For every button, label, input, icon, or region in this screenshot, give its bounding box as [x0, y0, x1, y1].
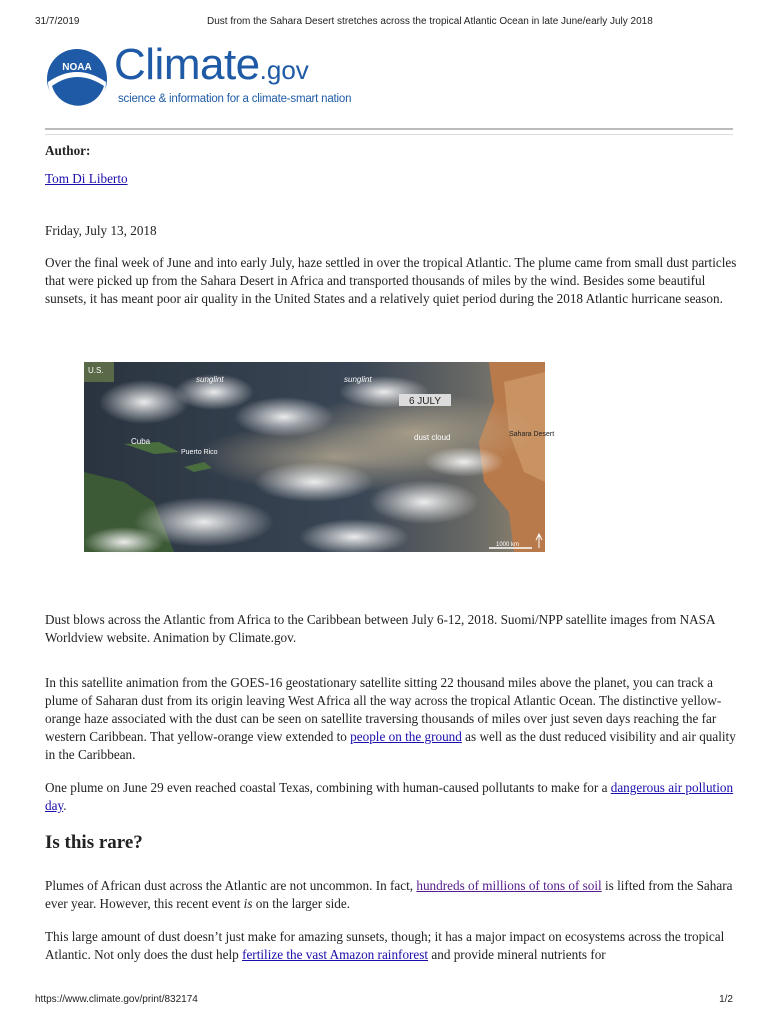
label-sahara-desert: Sahara Desert	[509, 431, 555, 438]
paragraph-plumes-text-middle: is lifted from the Sahara ever year. However, this recent event	[45, 878, 733, 911]
author-link[interactable]: Tom Di Liberto	[45, 171, 128, 186]
print-footer	[35, 994, 733, 1008]
paragraph-ecosystems-text-end: and provide mineral nutrients for	[428, 947, 606, 962]
paragraph-ecosystems-text: This large amount of dust doesn’t just make for amazing sunsets, though; it has a major impact on ecosystems across the tropical Atlantic. Not only does the dust help	[45, 929, 725, 962]
label-dust-cloud: dust cloud	[414, 433, 451, 442]
intro-paragraph: Over the final week of June and into early July, haze settled in over the tropical Atlantic. The plume came from small dust particles that were picked up from the Sahara Desert in Africa and transported thousands of miles by the wind. Besides some beautiful sunsets, it has meant poor air quality in the United States and a relatively quiet period during the 2018 Atlantic hurricane season.	[45, 255, 737, 306]
publish-date: Friday, July 13, 2018	[45, 223, 157, 238]
label-cuba: Cuba	[131, 437, 151, 446]
label-sunglint-left: sunglint	[196, 375, 224, 384]
label-scale: 1000 km	[496, 542, 520, 548]
link-hundreds-of-millions[interactable]: hundreds of millions of tons of soil	[416, 878, 602, 893]
site-wordmark	[114, 40, 309, 90]
paragraph-texas	[45, 779, 739, 815]
label-sunglint-right: sunglint	[344, 375, 372, 384]
climate-gov-logo[interactable]	[46, 40, 366, 112]
wordmark-climate: Climate	[114, 40, 260, 89]
print-url: https://www.climate.gov/print/832174	[35, 994, 198, 1005]
article-body	[45, 140, 737, 990]
link-dangerous-air-pollution[interactable]: dangerous air pollution day	[45, 780, 734, 813]
print-header	[35, 16, 733, 30]
paragraph-plumes-text: Plumes of African dust across the Atlantic are not uncommon. In fact,	[45, 878, 417, 893]
paragraph-ecosystems	[45, 928, 739, 964]
print-document-title: Dust from the Sahara Desert stretches across the tropical Atlantic Ocean in late June/early July 2018	[207, 16, 653, 27]
paragraph-plumes-emphasis: is	[243, 896, 253, 911]
link-people-on-ground[interactable]: people on the ground	[350, 729, 462, 744]
print-page-number: 1/2	[719, 994, 733, 1005]
noaa-logo-icon	[46, 48, 108, 110]
link-fertilize-amazon[interactable]: fertilize the vast Amazon rainforest	[242, 947, 429, 962]
figure-caption: Dust blows across the Atlantic from Africa to the Caribbean between July 6-12, 2018. Suomi/NPP satellite images from NASA Worldview website. Animation by Climate.gov.	[45, 612, 715, 645]
paragraph-plumes-text-end: on the larger side.	[252, 896, 350, 911]
paragraph-plumes	[45, 877, 739, 913]
print-date: 31/7/2019	[35, 16, 80, 27]
satellite-image	[84, 362, 555, 552]
paragraph-goes16	[45, 674, 739, 764]
label-us: U.S.	[88, 366, 104, 375]
paragraph-goes16-text: In this satellite animation from the GOES-16 geostationary satellite sitting 22 thousand miles above the planet, you can track a plume of Saharan dust from its origin leaving West Africa all the way across the tropical Atlantic Ocean. The distinctive yellow-orange haze associated with the dust can be seen on satellite traversing thousands of miles over just seven days reaching the far western Caribbean. That yellow-orange view extended to	[45, 675, 722, 744]
site-tagline: science & information for a climate-smart nation	[118, 93, 352, 105]
noaa-badge-text: NOAA	[62, 62, 92, 73]
wordmark-domain: .gov	[259, 55, 309, 85]
section-heading: Is this rare?	[45, 832, 143, 853]
paragraph-texas-text: One plume on June 29 even reached coastal Texas, combining with human-caused pollutants to make for a	[45, 780, 611, 795]
header-divider	[45, 128, 733, 135]
paragraph-goes16-text-end: as well as the dust reduced visibility and air quality in the Caribbean.	[45, 729, 736, 762]
label-puerto-rico: Puerto Rico	[181, 449, 218, 456]
author-label: Author:	[45, 143, 91, 158]
label-date-stamp: 6 JULY	[408, 396, 442, 407]
paragraph-texas-text-end: .	[63, 798, 67, 813]
